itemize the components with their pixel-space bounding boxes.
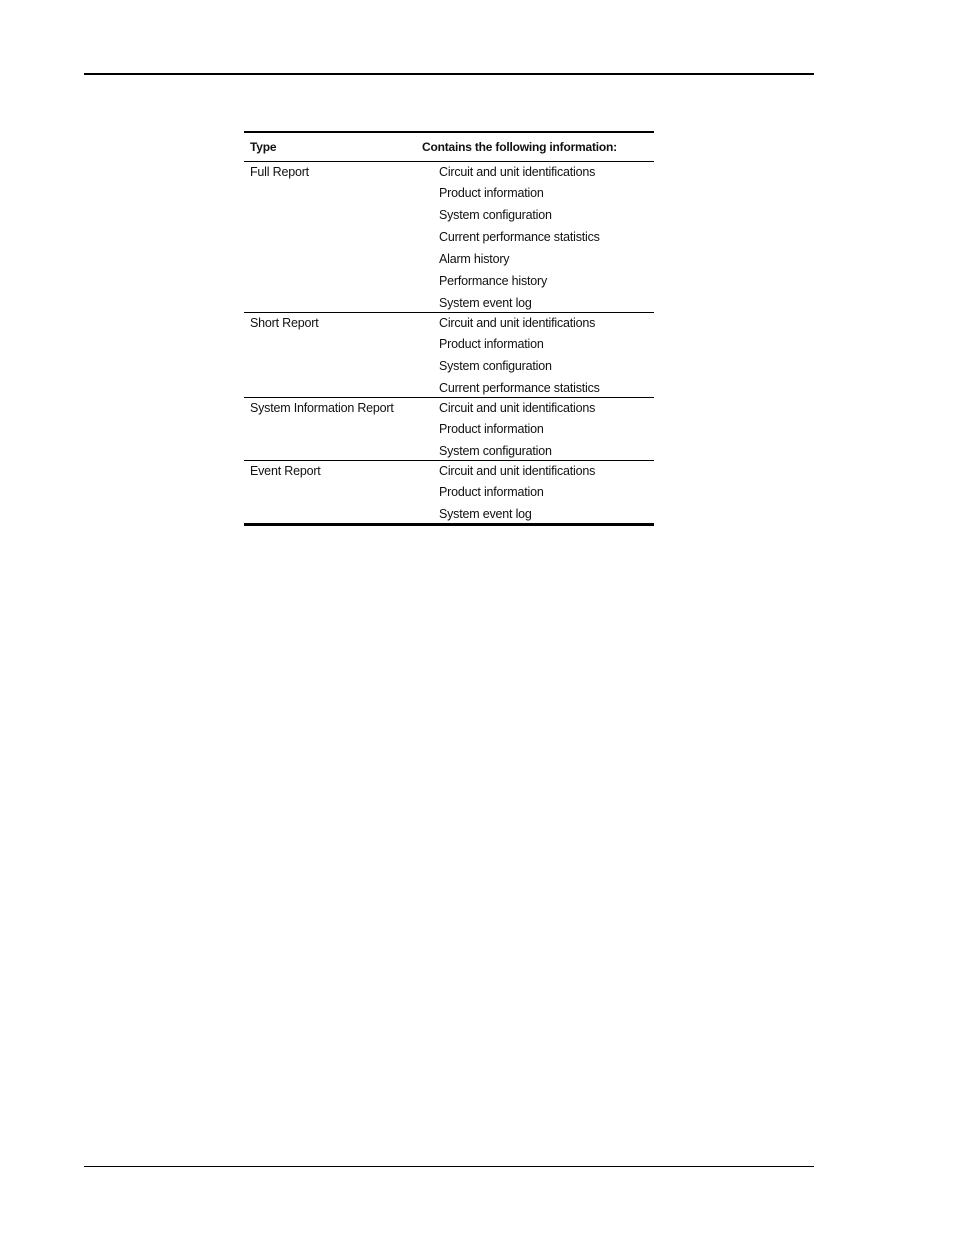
footer-rule [84,1166,814,1167]
report-contents-cell [416,313,654,398]
report-type-cell: System Information Report [244,398,416,461]
report-content-item: Performance history [439,274,548,288]
header-rule [84,73,814,75]
type-column-header: Type [244,132,416,162]
report-content-item: System configuration [439,359,552,373]
report-content-item: Circuit and unit identifications [439,165,596,179]
report-content-item: Circuit and unit identifications [439,316,596,330]
table-row [244,162,654,313]
report-content-item: Product information [439,485,544,499]
report-type-cell: Short Report [244,313,416,398]
report-type-cell: Event Report [244,461,416,525]
table-row [244,461,654,525]
table-row [244,313,654,398]
report-content-item: Circuit and unit identifications [439,464,596,478]
table-row [244,398,654,461]
report-contents-cell [416,162,654,313]
info-column-header: Contains the following information: [416,132,654,162]
report-content-item: System event log [439,507,532,521]
report-content-item: Product information [439,422,544,436]
report-content-item: System configuration [439,208,552,222]
report-content-item: Current performance statistics [439,230,600,244]
report-content-item: Product information [439,186,544,200]
report-contents-cell [416,398,654,461]
report-content-item: Alarm history [439,252,510,266]
table-body [244,162,654,525]
report-content-item: System event log [439,296,532,310]
report-content-item: Circuit and unit identifications [439,401,596,415]
report-types-table [244,131,654,526]
table-header-row [244,132,654,162]
report-content-item: Product information [439,337,544,351]
report-type-cell: Full Report [250,165,309,179]
report-content-item: System configuration [439,444,552,458]
report-content-item: Current performance statistics [439,381,600,395]
report-contents-cell [416,461,654,525]
